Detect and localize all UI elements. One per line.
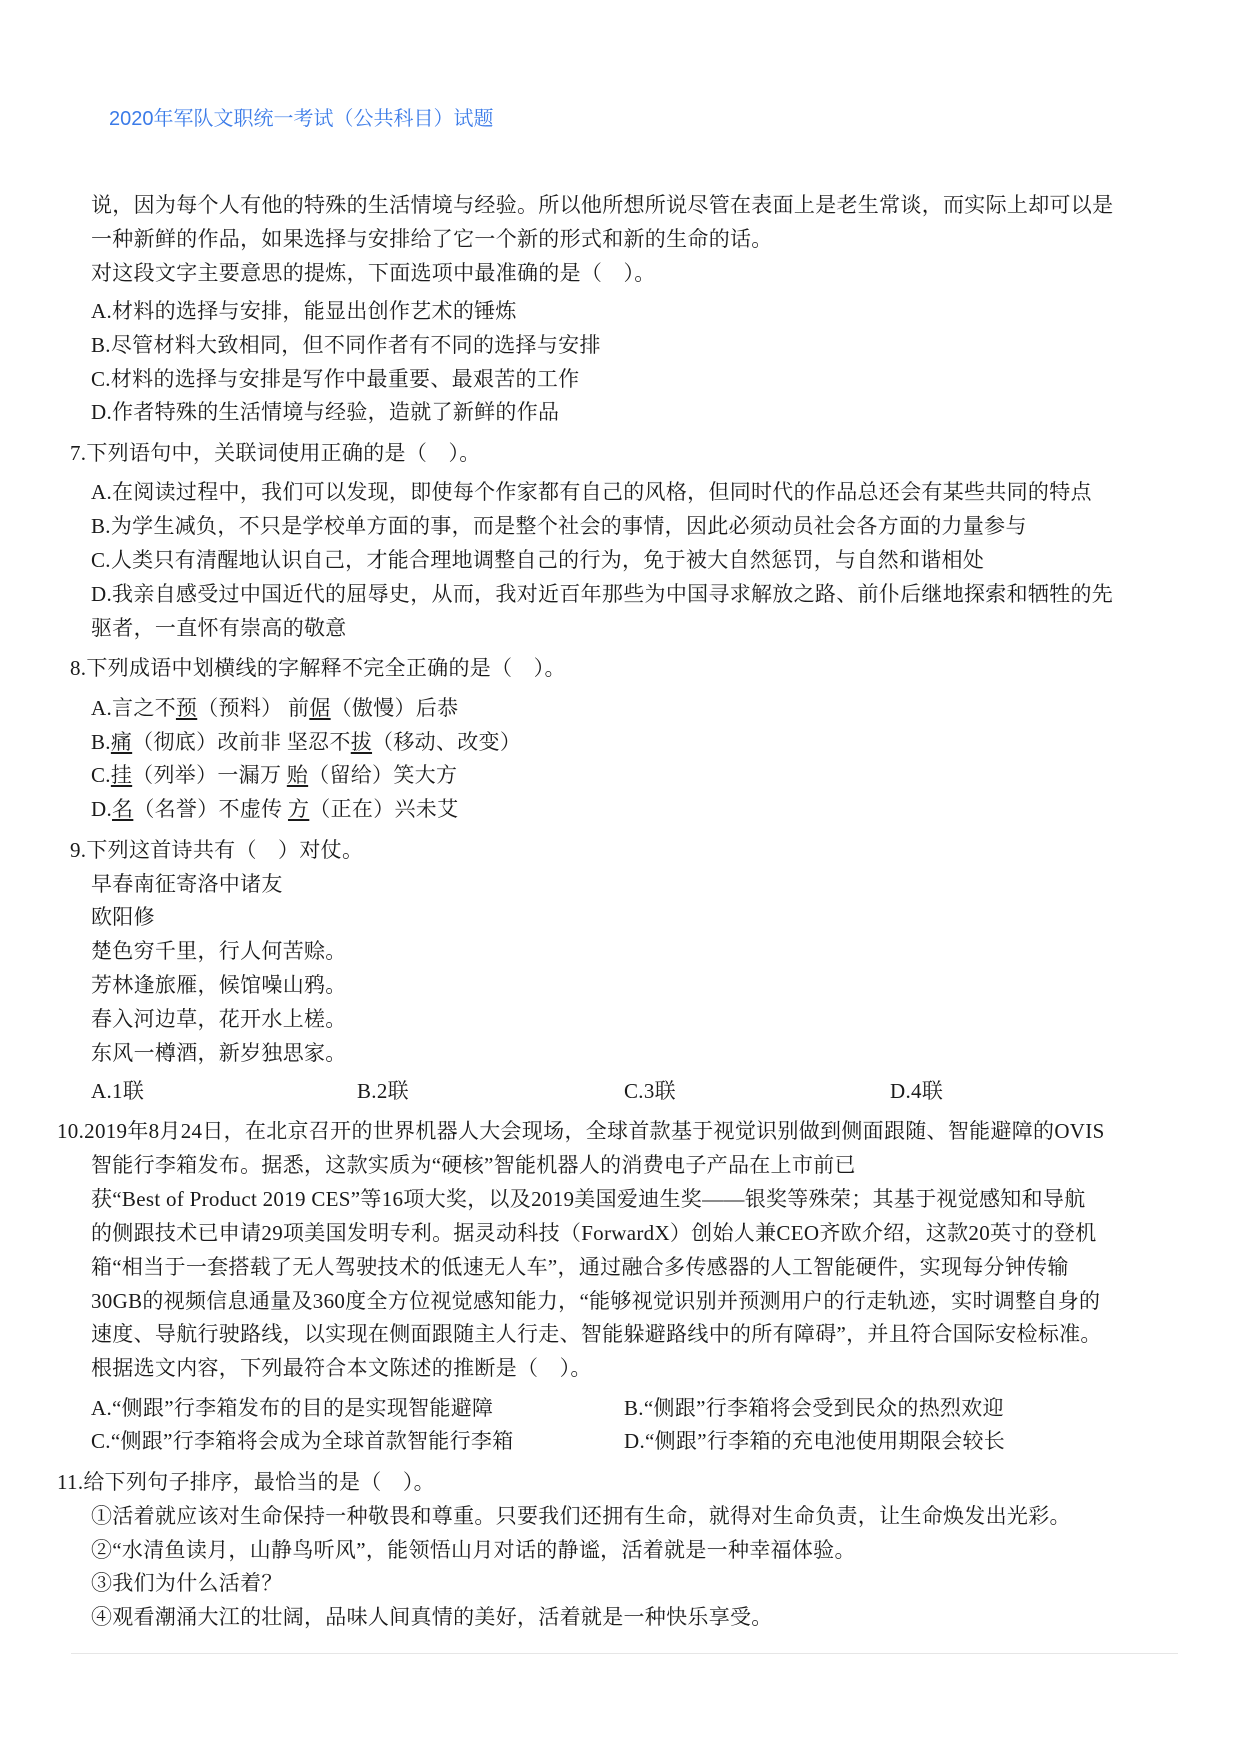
sentence-3: ③我们为什么活着？	[91, 1571, 283, 1595]
question-stem: 7.下列语句中，关联词使用正确的是（ ）。	[70, 441, 481, 465]
option-d-continued: 驱者，一直怀有崇高的敬意	[91, 616, 347, 640]
poem-line: 春入河边草，花开水上槎。	[91, 1007, 347, 1031]
option-a: A.言之不预（预料） 前倨（傲慢）后恭	[91, 696, 459, 720]
option-c: C.材料的选择与安排是写作中最重要、最艰苦的工作	[91, 367, 580, 391]
question-stem: 11.给下列句子排序，最恰当的是（ ）。	[57, 1470, 435, 1494]
sentence-2: ②“水清鱼读月，山静鸟听风”，能领悟山月对话的静谧，活着就是一种幸福体验。	[91, 1538, 856, 1562]
option-d: D.4联	[890, 1079, 944, 1103]
option-c: C.挂（列举）一漏万 贻（留给）笑大方	[91, 763, 458, 787]
option-d: D.名（名誉）不虚传 方（正在）兴未艾	[91, 797, 459, 821]
question-stem: 8.下列成语中划横线的字解释不完全正确的是（ ）。	[70, 656, 566, 680]
passage-line: 说，因为每个人有他的特殊的生活情境与经验。所以他所想所说尽管在表面上是老生常谈，而实际上却可以是	[91, 193, 1114, 217]
option-b: B.为学生减负，不只是学校单方面的事，而是整个社会的事情，因此必须动员社会各方面的力量参与	[91, 514, 1027, 538]
option-a: A.材料的选择与安排，能显出创作艺术的锤炼	[91, 299, 517, 323]
option-a: A.1联	[91, 1079, 145, 1103]
poem-line: 楚色穷千里，行人何苦赊。	[91, 939, 347, 963]
document-header-title: 2020年军队文职统一考试（公共科目）试题	[109, 108, 494, 130]
question-stem: 10.2019年8月24日，在北京召开的世界机器人大会现场，全球首款基于视觉识别做到侧面跟随、智能避障的OVIS	[57, 1119, 1105, 1143]
passage-line: 30GB的视频信息通量及360度全方位视觉感知能力，“能够视觉识别并预测用户的行走轨迹，实时调整自身的	[91, 1289, 1101, 1313]
passage-line: 速度、导航行驶路线，以实现在侧面跟随主人行走、智能躲避路线中的所有障碍”，并且符合国际安检标准。	[91, 1322, 1102, 1346]
passage-line: 获“Best of Product 2019 CES”等16项大奖，以及2019美国爱迪生奖——银奖等殊荣；其基于视觉感知和导航	[91, 1187, 1086, 1211]
option-b: B.2联	[357, 1079, 409, 1103]
option-b: B.“侧跟”行李箱将会受到民众的热烈欢迎	[624, 1396, 1004, 1420]
footer-divider	[71, 1653, 1178, 1654]
option-d: D.作者特殊的生活情境与经验，造就了新鲜的作品	[91, 400, 560, 424]
poem-title: 早春南征寄洛中诸友	[91, 872, 283, 896]
question-stem: 9.下列这首诗共有（ ）对仗。	[70, 838, 364, 862]
question-prompt: 对这段文字主要意思的提炼，下面选项中最准确的是（ ）。	[91, 261, 656, 285]
option-c: C.人类只有清醒地认识自己，才能合理地调整自己的行为，免于被大自然惩罚，与自然和谐相处	[91, 548, 985, 572]
passage-line: 箱“相当于一套搭载了无人驾驶技术的低速无人车”，通过融合多传感器的人工智能硬件，实现每分钟传输	[91, 1255, 1069, 1279]
option-d: D.“侧跟”行李箱的充电池使用期限会较长	[624, 1429, 1006, 1453]
passage-line: 一种新鲜的作品，如果选择与安排给了它一个新的形式和新的生命的话。	[91, 227, 773, 251]
option-b: B.痛（彻底）改前非 坚忍不拔（移动、改变）	[91, 730, 522, 754]
option-a: A.在阅读过程中，我们可以发现，即使每个作家都有自己的风格，但同时代的作品总还会有某些共同的特点	[91, 480, 1092, 504]
option-b: B.尽管材料大致相同，但不同作者有不同的选择与安排	[91, 333, 601, 357]
option-d: D.我亲自感受过中国近代的屈辱史，从而，我对近百年那些为中国寻求解放之路、前仆后继地探索和牺牲的先	[91, 582, 1114, 606]
option-c: C.“侧跟”行李箱将会成为全球首款智能行李箱	[91, 1429, 514, 1453]
poem-line: 芳林逢旅雁，候馆噪山鸦。	[91, 973, 347, 997]
question-prompt: 根据选文内容，下列最符合本文陈述的推断是（ ）。	[91, 1356, 592, 1380]
option-c: C.3联	[624, 1079, 676, 1103]
sentence-1: ①活着就应该对生命保持一种敬畏和尊重。只要我们还拥有生命，就得对生命负责，让生命焕发出光彩。	[91, 1504, 1071, 1528]
option-a: A.“侧跟”行李箱发布的目的是实现智能避障	[91, 1396, 494, 1420]
sentence-4: ④观看潮涌大江的壮阔，品味人间真情的美好，活着就是一种快乐享受。	[91, 1605, 773, 1629]
passage-line: 智能行李箱发布。据悉，这款实质为“硬核”智能机器人的消费电子产品在上市前已	[91, 1153, 856, 1177]
poem-line: 东风一樽酒，新岁独思家。	[91, 1041, 347, 1065]
passage-line: 的侧跟技术已申请29项美国发明专利。据灵动科技（ForwardX）创始人兼CEO齐欧介绍，这款20英寸的登机	[91, 1221, 1097, 1245]
poem-author: 欧阳修	[91, 905, 155, 929]
